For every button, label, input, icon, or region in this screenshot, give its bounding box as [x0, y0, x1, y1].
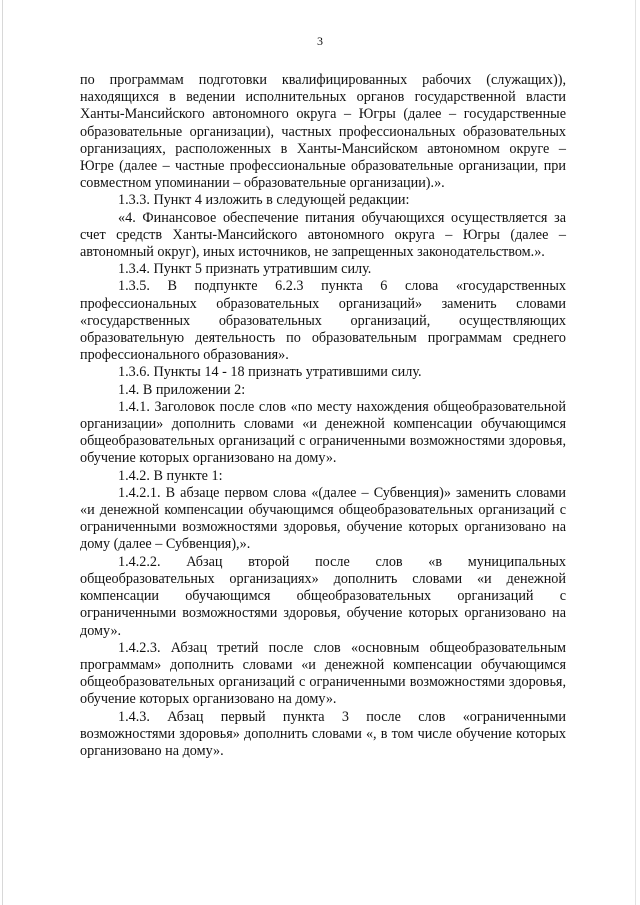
paragraph-1-3-6: 1.3.6. Пункты 14 - 18 признать утратившими силу. [118, 364, 422, 381]
paragraph-1-4-2: 1.4.2. В пункте 1: [118, 467, 223, 484]
paragraph-1-3-4: 1.3.4. Пункт 5 признать утратившим силу. [118, 261, 372, 278]
page-number: 3 [317, 34, 323, 48]
paragraph-1-4-3: 1.4.3. Абзац первый пункта 3 после слов «ограниченными возможностями здоровья» дополнить словами «, в том числе обучение которых организовано на дому». [80, 708, 566, 759]
paragraph-continuation: по программам подготовки квалифицированных рабочих (служащих)), находящихся в ведении исполнительных органов государственной власти Ханты-Мансийского автономного округа – Югры (далее – государственные образовательные организации), частных профессиональных образовательных организациях, расположенных в Ханты-Мансийском автономном округе – Югре (далее – частные профессиональные образовательные организации, при совместном упоминании – образовательные организации).». [80, 72, 566, 192]
paragraph-quoted-item-4: «4. Финансовое обеспечение питания обучающихся осуществляется за счет средств Ханты-Мансийского автономного округа – Югры (далее – автономный округ), иных источников, не запрещенных законодательством.». [80, 209, 566, 261]
paragraph-1-4-2-3: 1.4.2.3. Абзац третий после слов «основным общеобразовательным программам» дополнить словами «и денежной компенсации обучающимся общеобразовательных организаций с ограниченными возможностями здоровья, обучение которых организовано на дому». [80, 639, 566, 708]
paragraph-1-3-3: 1.3.3. Пункт 4 изложить в следующей редакции: [118, 192, 410, 209]
document-body [80, 72, 566, 760]
paragraph-1-3-5: 1.3.5. В подпункте 6.2.3 пункта 6 слова «государственных профессиональных образовательных организаций» заменить словами «государственных образовательных организаций, осуществляющих образовательную деятельность по образовательным программам среднего профессионального образования». [80, 278, 566, 364]
paragraph-1-4-2-1: 1.4.2.1. В абзаце первом слова «(далее – Субвенция)» заменить словами «и денежной компенсации обучающимся общеобразовательных организаций с ограниченными возможностями здоровья, обучение которых организовано на дому (далее – Субвенция),». [80, 484, 566, 553]
paragraph-1-4: 1.4. В приложении 2: [118, 381, 246, 398]
scan-edge-left [2, 0, 3, 905]
paragraph-1-4-2-2: 1.4.2.2. Абзац второй после слов «в муниципальных общеобразовательных организациях» дополнить словами «и денежной компенсации обучающимся общеобразовательных организаций с ограниченными возможностями здоровья, обучение которых организовано на дому». [80, 553, 566, 639]
scan-edge-right [635, 0, 636, 905]
paragraph-1-4-1: 1.4.1. Заголовок после слов «по месту нахождения общеобразовательной организации» дополнить словами «и денежной компенсации обучающимся общеобразовательных организаций с ограниченными возможностями здоровья, обучение которых организовано на дому». [80, 398, 566, 467]
